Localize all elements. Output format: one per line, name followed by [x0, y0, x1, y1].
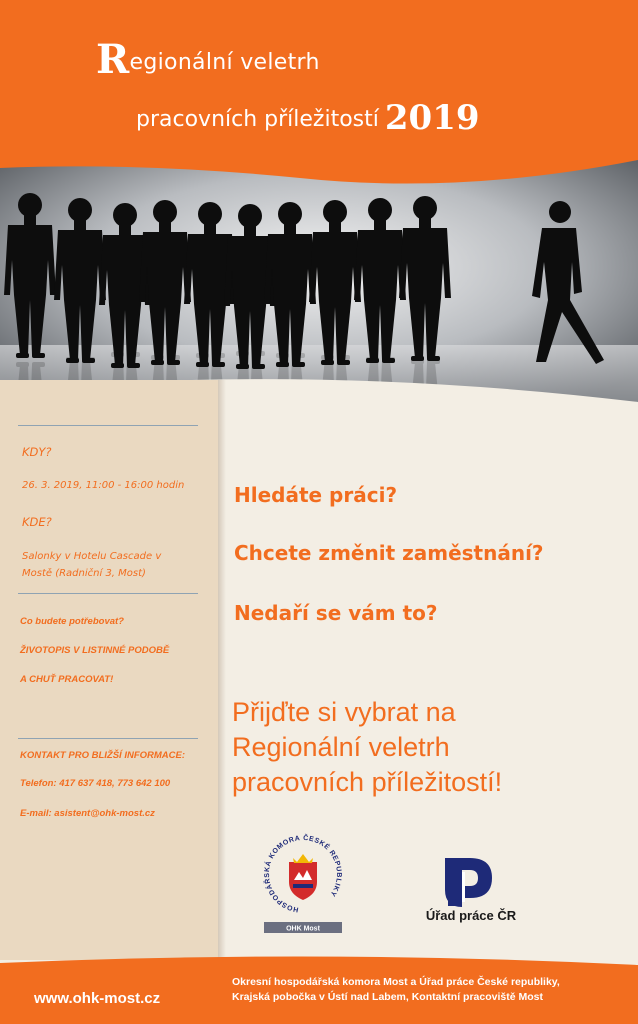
need-label: Co budete potřebovat? [20, 616, 124, 627]
sidebar-divider-3 [18, 738, 198, 739]
ohk-most-logo [262, 832, 344, 936]
invite-line-2: Regionální veletrh [232, 732, 450, 762]
ohk-tag: OHK Most [286, 925, 320, 933]
title-line-1 [96, 36, 320, 83]
urad-prace-label: Úřad práce ČR [425, 908, 517, 923]
need-item-1: ŽIVOTOPIS V LISTINNÉ PODOBĚ [20, 645, 170, 656]
question-2: Chcete změnit zaměstnání? [234, 541, 544, 565]
where-line-2: Mostě (Radniční 3, Most) [22, 568, 146, 579]
contact-label: KONTAKT PRO BLIŽŠÍ INFORMACE: [20, 750, 186, 761]
when-label: KDY? [22, 445, 52, 459]
invite-line-1: Přijďte si vybrat na [232, 697, 456, 727]
title-line-2 [136, 98, 480, 138]
footer-org-line-1: Okresní hospodářská komora Most a Úřad práce České republiky, [232, 976, 560, 988]
contact-phone: Telefon: 417 637 418, 773 642 100 [20, 778, 171, 789]
question-3: Nedaří se vám to? [234, 601, 438, 625]
invitation [232, 695, 502, 800]
title-rest: egionální veletrh [129, 50, 320, 75]
ohk-crest-icon [289, 854, 317, 900]
title-line-2-text: pracovních příležitostí [136, 107, 379, 132]
when-value: 26. 3. 2019, 11:00 - 16:00 hodin [22, 480, 185, 491]
sidebar-shadow [218, 380, 226, 960]
title-initial: R [96, 36, 130, 83]
title-year: 2019 [384, 98, 480, 138]
invite-line-3: pracovních příležitostí! [232, 767, 503, 797]
question-1: Hledáte práci? [234, 483, 398, 507]
sidebar-divider-2 [18, 593, 198, 594]
where-line-1: Salonky v Hotelu Cascade v [22, 551, 162, 562]
need-item-2: A CHUŤ PRACOVAT! [20, 674, 114, 685]
ohk-ring-text: HOSPODÁŘSKÁ KOMORA ČESKÉ REPUBLIKY [263, 834, 343, 913]
footer-org-line-2: Krajská pobočka v Ústí nad Labem, Kontaktní pracoviště Most [232, 991, 543, 1003]
contact-email: E-mail: asistent@ohk-most.cz [20, 808, 155, 819]
footer-url-link[interactable]: www.ohk-most.cz [34, 990, 161, 1007]
footer-organisation [232, 975, 622, 1005]
sidebar-divider-1 [18, 425, 198, 426]
info-sidebar [0, 380, 218, 960]
where-label: KDE? [22, 515, 52, 529]
